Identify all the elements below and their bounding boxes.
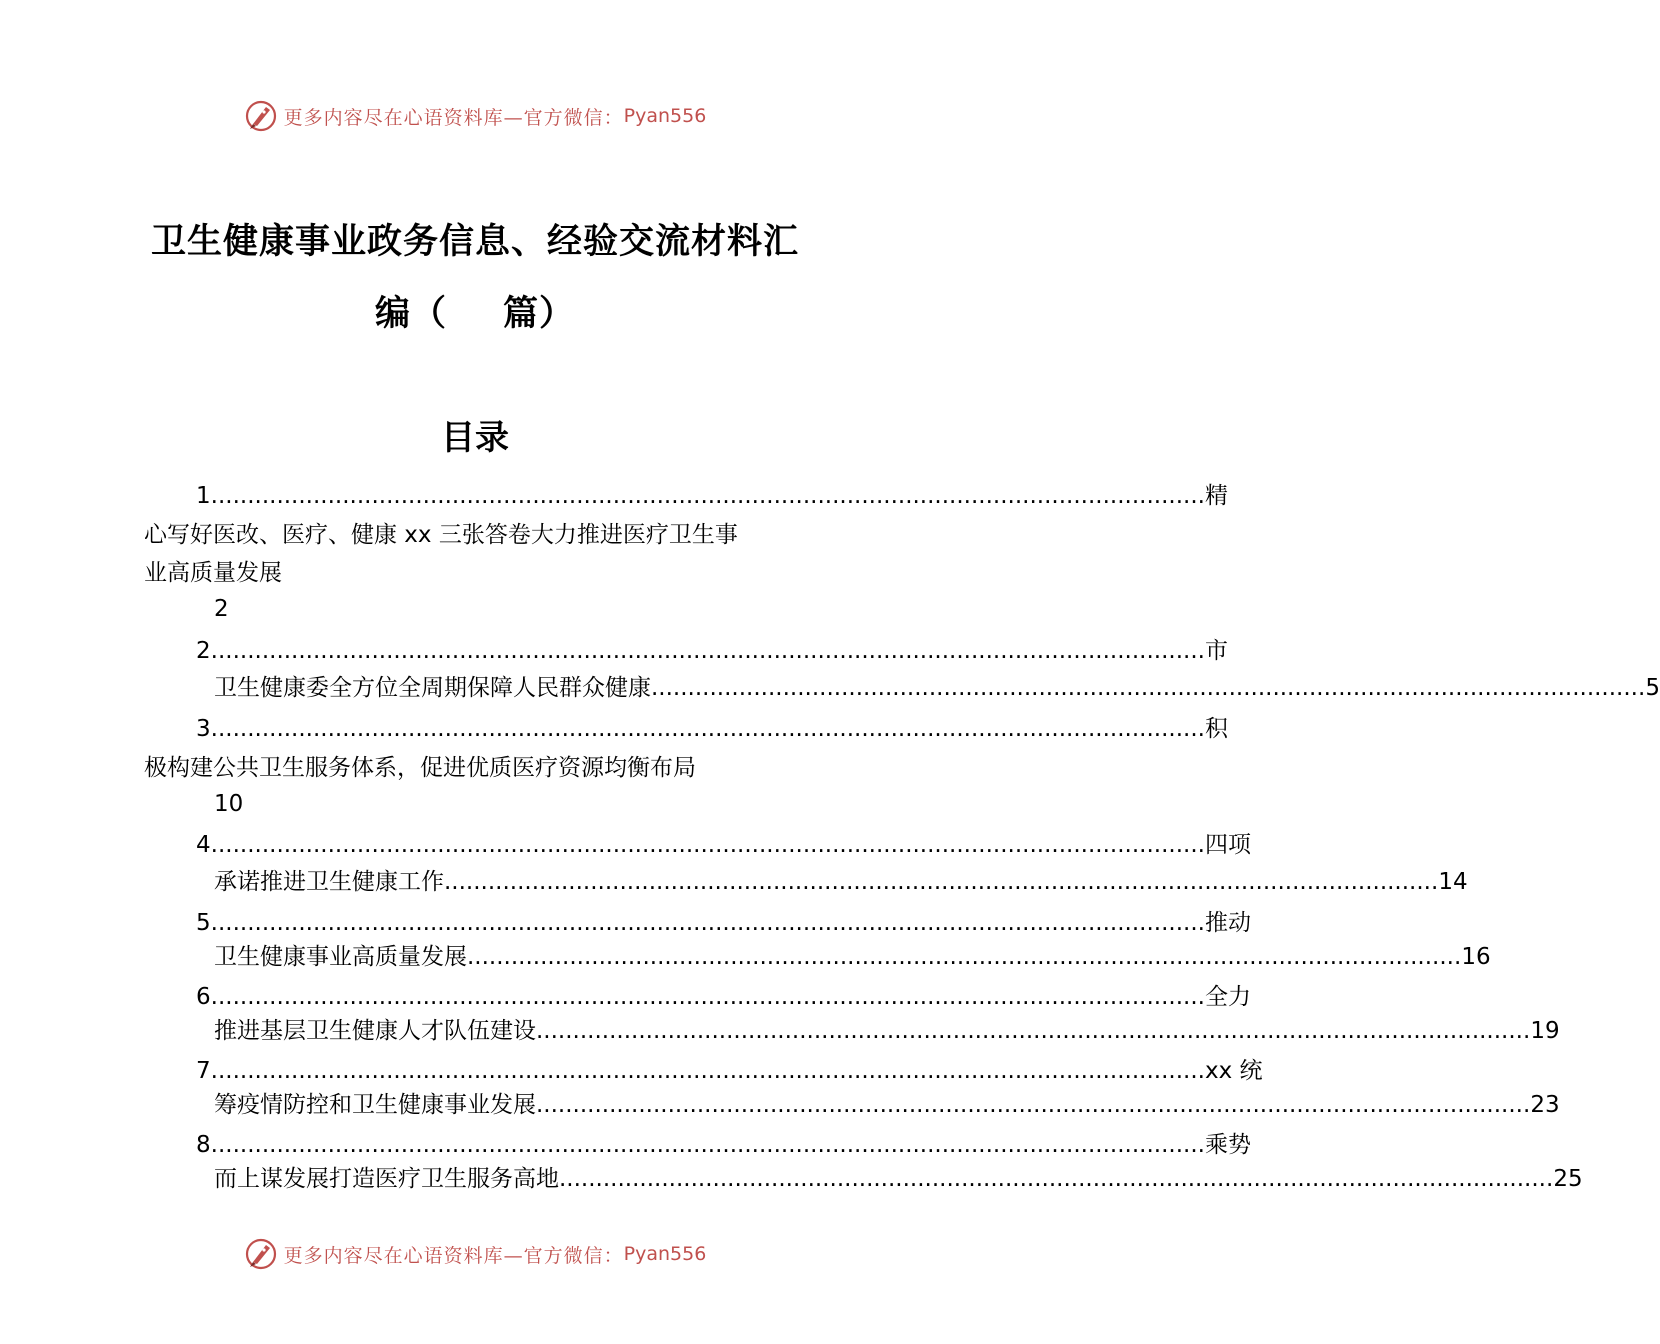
title-line-2-part-b: 篇） [503,293,576,334]
toc-entry-number: 6 [196,984,211,1010]
toc-entry-4-text-row[interactable]: 承诺推进卫生健康工作 ........................................................................................................................................ 14 [214,869,1468,895]
toc-entry-8-head-row[interactable]: 8 ........................................................................................................................................ 乘势 [196,1132,1251,1158]
toc-entry-page: 23 [1530,1092,1560,1118]
toc-entry-7-text-row[interactable]: 筹疫情防控和卫生健康事业发展 ........................................................................................................................................ 23 [214,1092,1560,1118]
toc-heading: 目录 [441,418,509,458]
pen-nib-logo-icon [244,1237,278,1271]
toc-entry-number: 1 [196,483,211,509]
toc-entry-head-text: xx 统 [1204,1058,1263,1084]
toc-entry-head-text: 积 [1204,716,1228,742]
watermark-text: 更多内容尽在心语资料库—官方微信： [283,1244,624,1267]
toc-entry-title: 推进基层卫生健康人才队伍建设 [214,1018,536,1044]
toc-entry-3-page[interactable]: 10 [214,791,244,817]
watermark-wechat-id: Pyan556 [623,1243,707,1265]
toc-entry-4-head-row[interactable]: 4 ........................................................................................................................................ 四项 [196,832,1251,858]
toc-entry-title: 卫生健康委全方位全周期保障人民群众健康 [214,675,651,701]
document-title-line-2 [0,286,950,336]
document-title-line-1: 卫生健康事业政务信息、经验交流材料汇 [150,221,799,262]
toc-entry-head-text: 市 [1204,638,1228,664]
toc-entry-number: 5 [196,910,211,936]
toc-entry-5-head-row[interactable]: 5 ........................................................................................................................................ 推动 [196,910,1251,936]
toc-entry-1-text-line-1[interactable]: 心写好医改、医疗、健康 xx 三张答卷大力推进医疗卫生事 [144,522,738,548]
toc-entry-3-head-row[interactable]: 3 ........................................................................................................................................ 积 [196,716,1228,742]
toc-entry-7-head-row[interactable]: 7 ........................................................................................................................................ xx 统 [196,1058,1263,1084]
toc-entry-page: 5 [1645,675,1660,701]
toc-entry-head-text: 推动 [1204,910,1251,936]
watermark-wechat-id: Pyan556 [623,105,707,127]
toc-entry-head-text: 乘势 [1204,1132,1251,1158]
pen-nib-logo-icon [244,99,278,133]
footer-watermark [0,1234,950,1274]
toc-entry-2-text-row[interactable]: 卫生健康委全方位全周期保障人民群众健康 ........................................................................................................................................ 5 [214,675,1660,701]
toc-entry-1-head-row[interactable]: 1 ........................................................................................................................................ 精 [196,483,1228,509]
toc-entry-number: 8 [196,1132,211,1158]
toc-entry-page: 14 [1438,869,1468,895]
header-watermark [0,96,950,136]
toc-entry-6-head-row[interactable]: 6 ........................................................................................................................................ 全力 [196,984,1251,1010]
toc-entry-2-head-row[interactable]: 2 ........................................................................................................................................ 市 [196,638,1228,664]
toc-entry-number: 4 [196,832,211,858]
toc-entry-number: 2 [196,638,211,664]
toc-entry-1-page[interactable]: 2 [214,596,229,622]
toc-entry-title: 卫生健康事业高质量发展 [214,944,467,970]
toc-entry-number: 3 [196,716,211,742]
toc-entry-page: 16 [1461,944,1491,970]
toc-entry-5-text-row[interactable]: 卫生健康事业高质量发展 ........................................................................................................................................ 16 [214,944,1491,970]
toc-entry-3-text-line-1[interactable]: 极构建公共卫生服务体系，促进优质医疗资源均衡布局 [144,755,696,781]
toc-entry-page: 19 [1530,1018,1560,1044]
watermark-text: 更多内容尽在心语资料库—官方微信： [283,106,624,129]
title-line-2-part-a: 编（ [374,293,447,334]
toc-entry-8-text-row[interactable]: 而上谋发展打造医疗卫生服务高地 ........................................................................................................................................ 25 [214,1166,1583,1192]
toc-entry-title: 承诺推进卫生健康工作 [214,869,444,895]
toc-entry-1-text-line-2[interactable]: 业高质量发展 [144,560,282,586]
toc-entry-head-text: 四项 [1204,832,1251,858]
toc-entry-title: 而上谋发展打造医疗卫生服务高地 [214,1166,559,1192]
toc-entry-number: 7 [196,1058,211,1084]
toc-entry-title: 筹疫情防控和卫生健康事业发展 [214,1092,536,1118]
toc-entry-head-text: 精 [1204,483,1228,509]
toc-entry-head-text: 全力 [1204,984,1251,1010]
toc-entry-6-text-row[interactable]: 推进基层卫生健康人才队伍建设 ........................................................................................................................................ 19 [214,1018,1560,1044]
toc-entry-page: 25 [1553,1166,1583,1192]
